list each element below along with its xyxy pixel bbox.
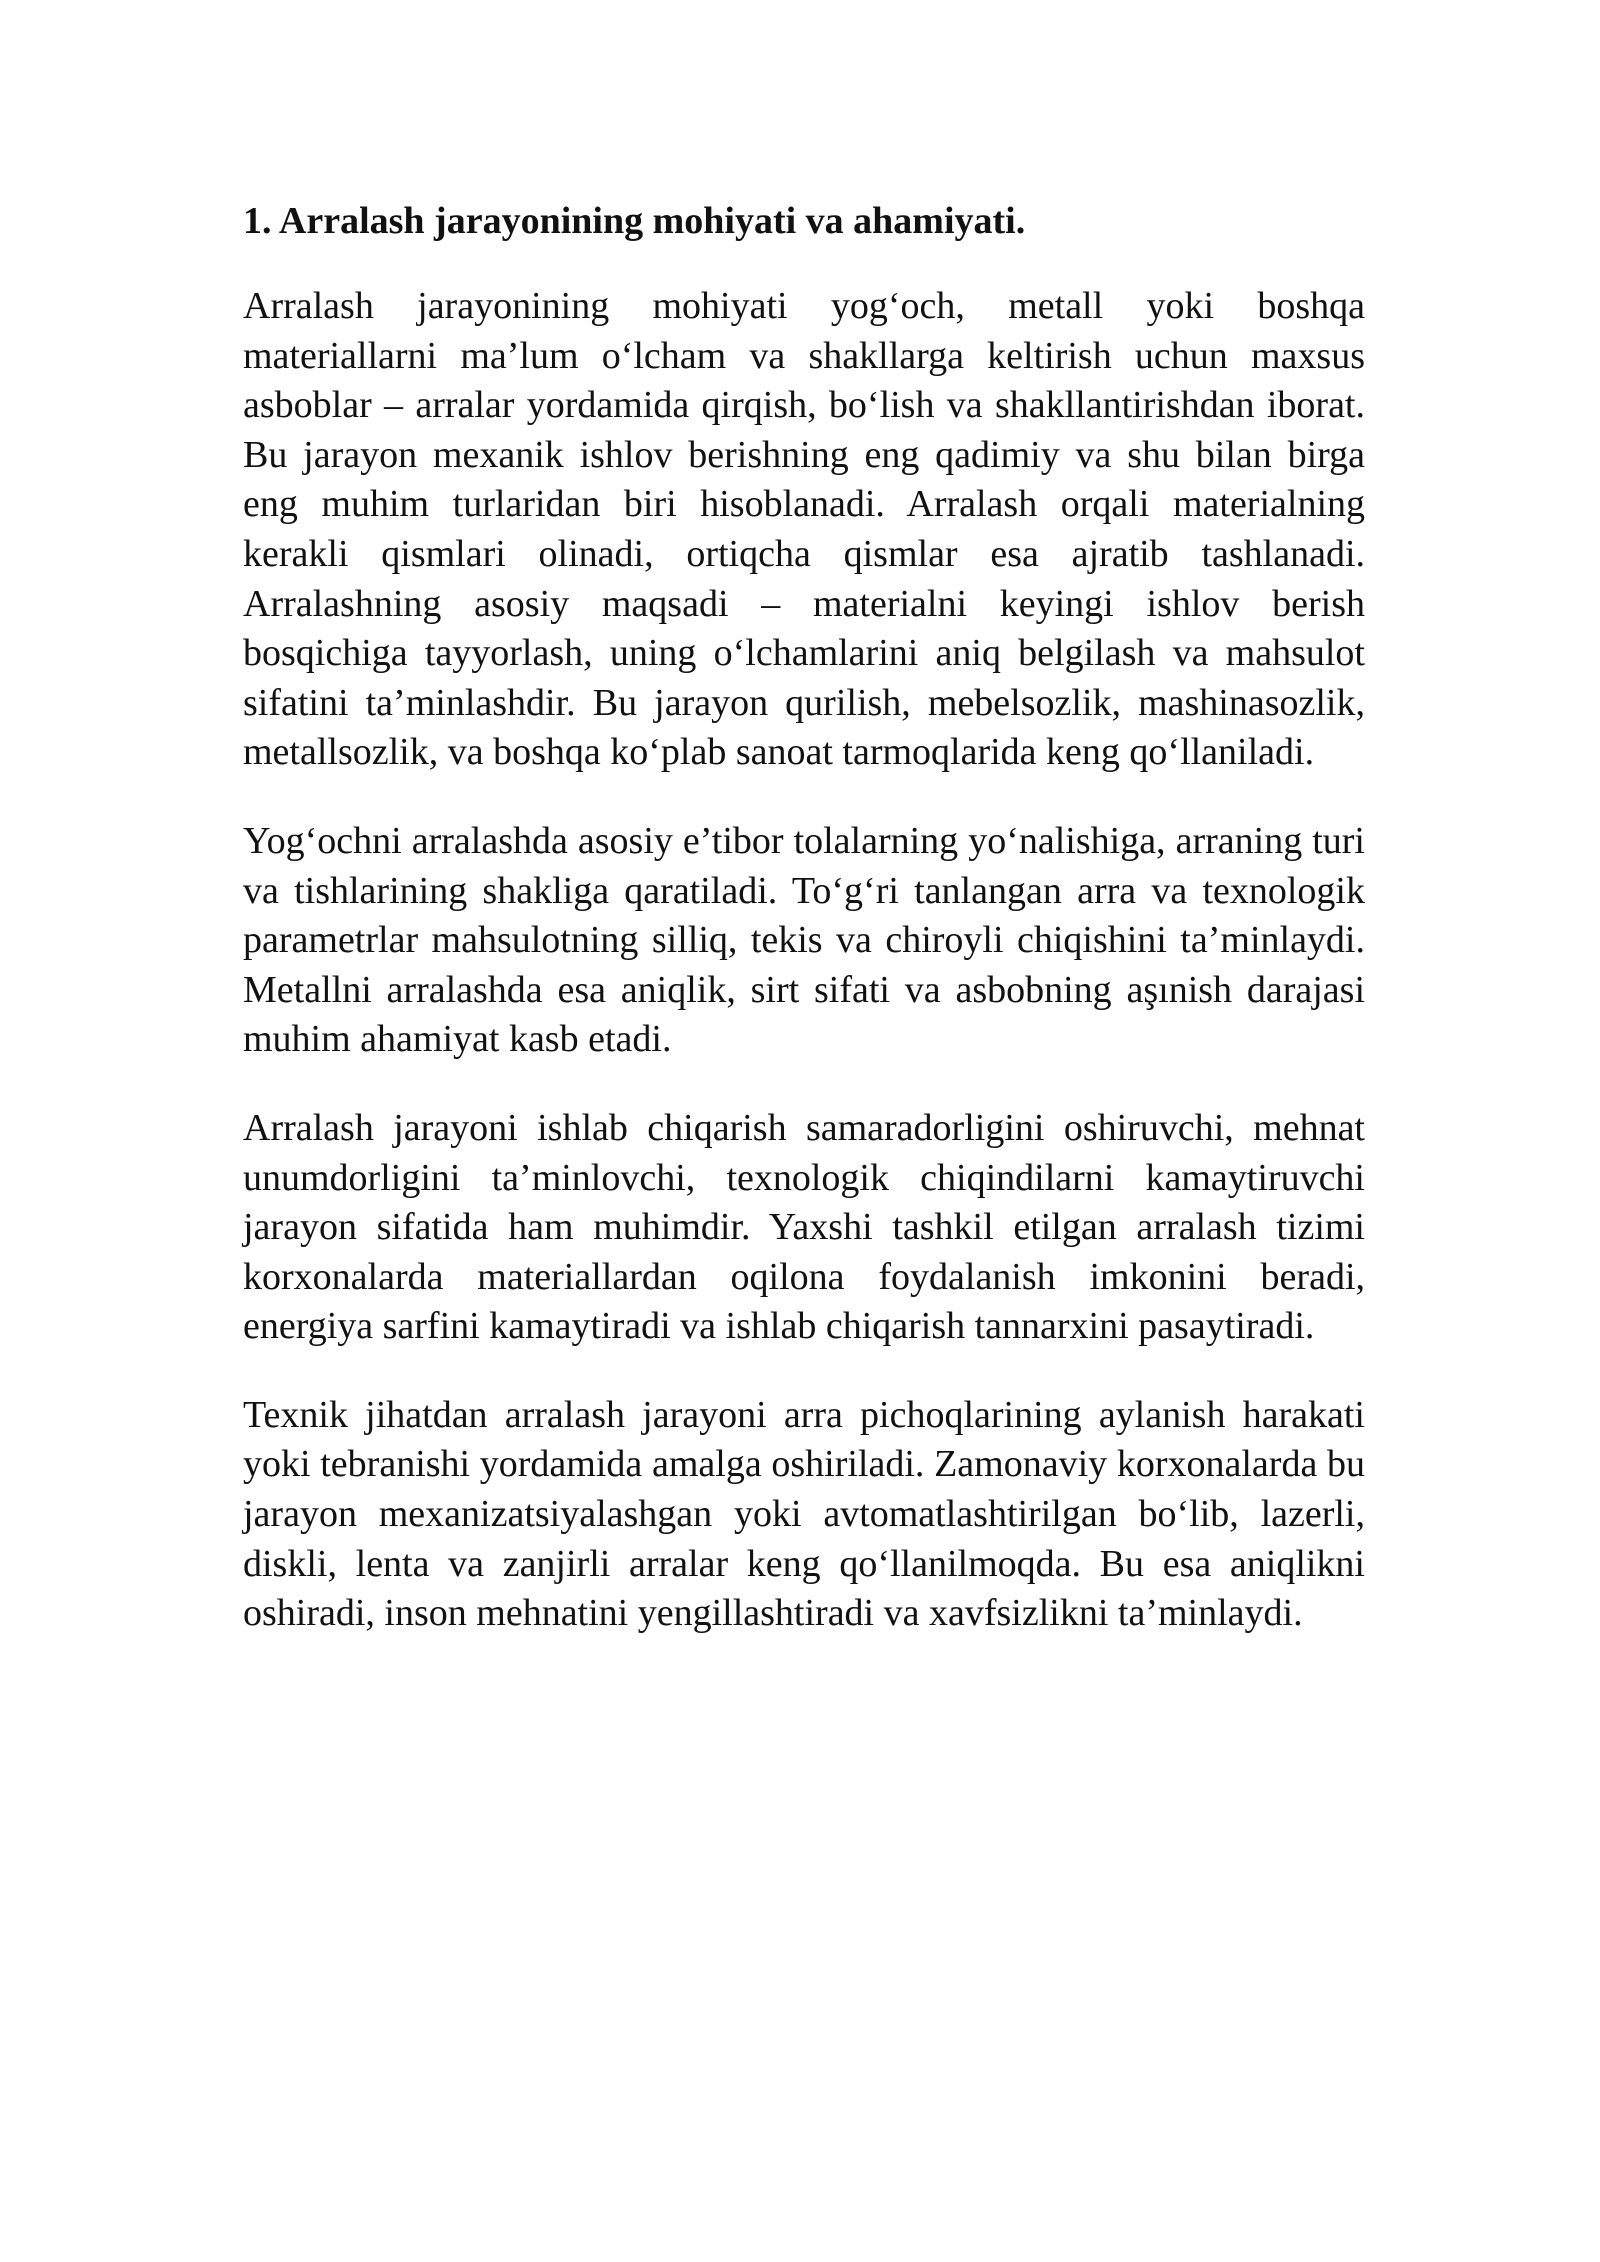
paragraph-3: Arralash jarayoni ishlab chiqarish samaradorligini oshiruvchi, mehnat unumdorligini ta’minlovchi, texnologik chiqindilarni kamaytiruvchi jarayon sifatida ham muhimdir. Yaxshi tashkil etilgan arralash tizimi korxonalarda materiallardan oqilona foydalanish imkonini beradi, energiya sarfini kamaytiradi va ishlab chiqarish tannarxini pasaytiradi. xyxy=(243,1106,1365,1348)
document-body xyxy=(243,196,1365,1678)
paragraph-2: Yog‘ochni arralashda asosiy e’tibor tolalarning yo‘nalishiga, arraning turi va tishlarining shakliga qaratiladi. To‘g‘ri tanlangan arra va texnologik parametrlar mahsulotning silliq, tekis va chiroyli chiqishini ta’minlaydi. Metallni arralashda esa aniqlik, sirt sifati va asbobning aşınish darajasi muhim ahamiyat kasb etadi. xyxy=(243,819,1365,1061)
paragraph-1: Arralash jarayonining mohiyati yog‘och, metall yoki boshqa materiallarni ma’lum o‘lcham va shakllarga keltirish uchun maxsus asboblar – arralar yordamida qirqish, bo‘lish va shakllantirishdan iborat. Bu jarayon mexanik ishlov berishning eng qadimiy va shu bilan birga eng muhim turlaridan biri hisoblanadi. Arralash orqali materialning kerakli qismlari olinadi, ortiqcha qismlar esa ajratib tashlanadi. Arralashning asosiy maqsadi – materialni keyingi ishlov berish bosqichiga tayyorlash, uning o‘lchamlarini aniq belgilash va mahsulot sifatini ta’minlashdir. Bu jarayon qurilish, mebelsozlik, mashinasozlik, metallsozlik, va boshqa ko‘plab sanoat tarmoqlarida keng qo‘llaniladi. xyxy=(243,285,1365,774)
section-heading: 1. Arralash jarayonining mohiyati va ahamiyati. xyxy=(243,200,1026,242)
paragraph-4: Texnik jihatdan arralash jarayoni arra pichoqlarining aylanish harakati yoki tebranishi yordamida amalga oshiriladi. Zamonaviy korxonalarda bu jarayon mexanizatsiyalashgan yoki avtomatlashtirilgan bo‘lib, lazerli, diskli, lenta va zanjirli arralar keng qo‘llanilmoqda. Bu esa aniqlikni oshiradi, inson mehnatini yengillashtiradi va xavfsizlikni ta’minlaydi. xyxy=(243,1393,1365,1635)
